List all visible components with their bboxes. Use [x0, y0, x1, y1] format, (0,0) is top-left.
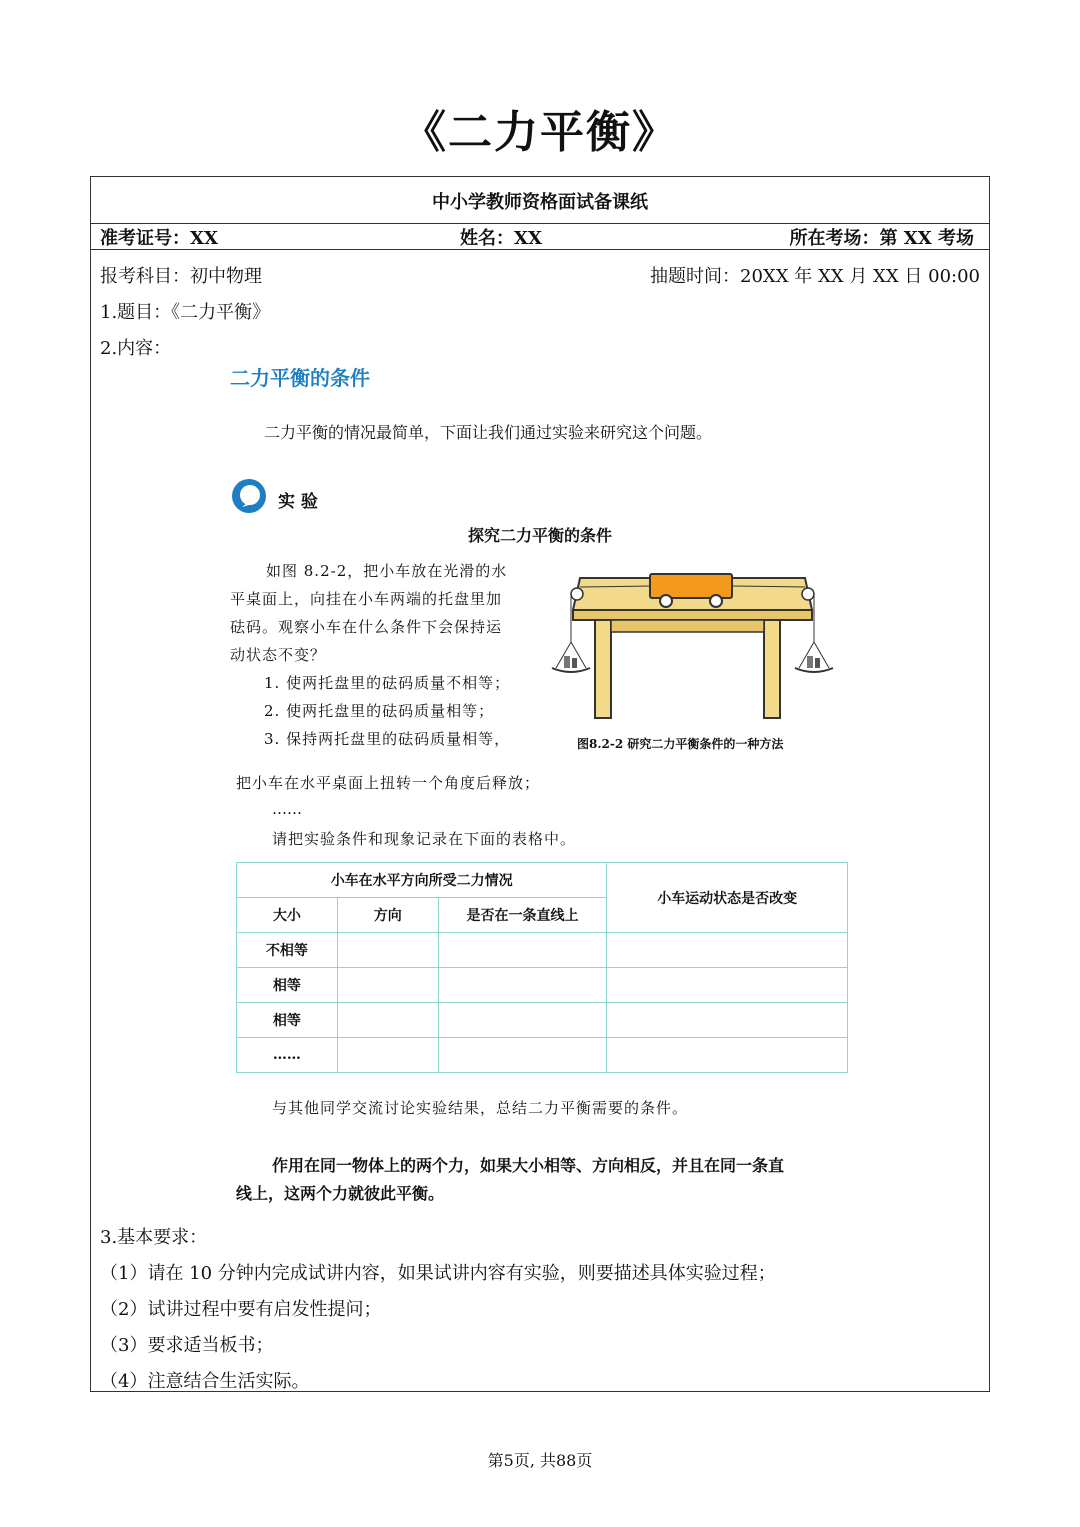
table-group-header: 小车在水平方向所受二力情况 — [237, 863, 607, 898]
table-row — [237, 933, 848, 968]
experiment-icon — [230, 477, 268, 515]
requirement-item: （4）注意结合生活实际。 — [100, 1371, 310, 1392]
table-col-header: 大小 — [237, 898, 338, 933]
requirements-heading: 3.基本要求： — [100, 1227, 208, 1248]
row-label: 相等 — [237, 1003, 338, 1038]
exam-id: 准考证号：XX — [100, 228, 218, 249]
cart-experiment-figure — [550, 572, 835, 722]
left-tray — [552, 642, 590, 672]
row-label: 不相等 — [237, 933, 338, 968]
record-table — [236, 862, 848, 1073]
content-label: 2.内容： — [100, 338, 172, 359]
paragraph-line: 动状态不变？ — [230, 646, 327, 664]
requirement-item: （3）要求适当板书； — [100, 1335, 274, 1356]
discussion-text: 与其他同学交流讨论实验结果，总结二力平衡需要的条件。 — [272, 1099, 689, 1117]
paragraph-line: 平桌面上，向挂在小车两端的托盘里加 — [230, 590, 503, 608]
conclusion-line: 线上，这两个力就彼此平衡。 — [236, 1184, 445, 1203]
candidate-name: 姓名：XX — [460, 228, 542, 249]
step-item: 1. 使两托盘里的砝码质量不相等； — [264, 674, 511, 692]
step-item: 3. 保持两托盘里的砝码质量相等， — [264, 730, 511, 748]
table-state-header: 小车运动状态是否改变 — [607, 863, 848, 933]
step-item: 2. 使两托盘里的砝码质量相等； — [264, 702, 495, 720]
table-row — [237, 1003, 848, 1038]
paragraph-line: 如图 8.2-2，把小车放在光滑的水 — [266, 562, 508, 580]
page-footer: 第5页, 共88页 — [487, 1451, 593, 1470]
paragraph-line: 砝码。观察小车在什么条件下会保持运 — [230, 618, 503, 636]
right-tray — [795, 642, 833, 672]
requirement-item: （1）请在 10 分钟内完成试讲内容，如果试讲内容有实验，则要描述具体实验过程； — [100, 1263, 776, 1284]
exam-room: 所在考场：第 XX 考场 — [789, 228, 974, 249]
table-row — [237, 968, 848, 1003]
table-col-header: 是否在一条直线上 — [438, 898, 607, 933]
subject: 报考科目：初中物理 — [100, 266, 262, 287]
figure-caption: 图8.2-2 研究二力平衡条件的一种方法 — [577, 737, 784, 751]
intro-text: 二力平衡的情况最简单，下面让我们通过实验来研究这个问题。 — [264, 423, 713, 442]
form-name: 中小学教师资格面试备课纸 — [432, 192, 648, 213]
step-continuation: 把小车在水平桌面上扭转一个角度后释放； — [236, 774, 541, 792]
section-title: 二力平衡的条件 — [230, 366, 370, 390]
conclusion-line: 作用在同一物体上的两个力，如果大小相等、方向相反，并且在同一条直 — [272, 1156, 785, 1175]
experiment-label: 实 验 — [278, 492, 318, 512]
record-note: 请把实验条件和现象记录在下面的表格中。 — [272, 830, 577, 848]
row-label: 相等 — [237, 968, 338, 1003]
right-pulley — [802, 588, 814, 600]
topic: 1.题目：《二力平衡》 — [100, 302, 271, 323]
page-title: 《二力平衡》 — [402, 107, 678, 158]
draw-time: 抽题时间：20XX 年 XX 月 XX 日 00:00 — [650, 266, 980, 287]
table-col-header: 方向 — [337, 898, 438, 933]
left-pulley — [571, 588, 583, 600]
experiment-title: 探究二力平衡的条件 — [467, 526, 612, 545]
table-row — [237, 1038, 848, 1073]
row-label: …… — [237, 1038, 338, 1073]
requirement-item: （2）试讲过程中要有启发性提问； — [100, 1299, 382, 1320]
ellipsis: …… — [272, 800, 302, 818]
